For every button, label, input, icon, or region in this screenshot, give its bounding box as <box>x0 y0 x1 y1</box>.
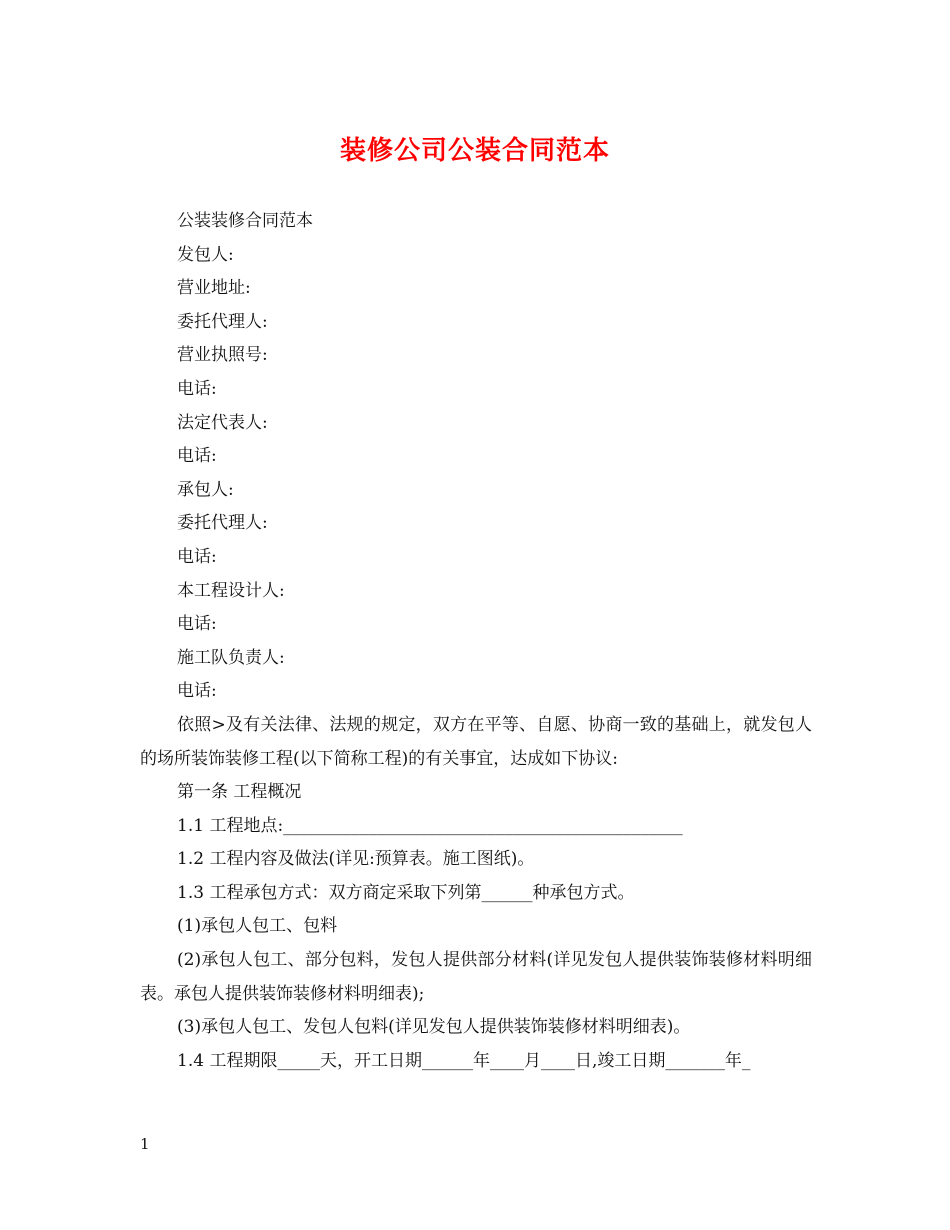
crew-leader-phone-field: 电话: <box>177 681 217 702</box>
article-1-heading: 第一条 工程概况 <box>177 782 302 803</box>
designer-field: 本工程设计人: <box>177 580 285 601</box>
employer-agent-field: 委托代理人: <box>177 311 268 332</box>
item-1-1: 1.1 工程地点:_______________________________________________ <box>177 815 683 836</box>
option-3: (3)承包人包工、发包人包料(详见发包人提供装饰装修材料明细表)。 <box>177 1017 691 1038</box>
designer-phone-field: 电话: <box>177 614 217 635</box>
representative-phone-field: 电话: <box>177 446 217 467</box>
document-body <box>140 205 812 1078</box>
legal-representative-field: 法定代表人: <box>177 412 268 433</box>
document-title: 装修公司公装合同范本 <box>339 136 610 166</box>
business-address-field: 营业地址: <box>177 278 251 299</box>
option-1: (1)承包人包工、包料 <box>177 916 338 937</box>
item-1-2: 1.2 工程内容及做法(详见:预算表。施工图纸)。 <box>177 849 535 870</box>
crew-leader-field: 施工队负责人: <box>177 647 285 668</box>
contractor-agent-field: 委托代理人: <box>177 513 268 534</box>
contractor-field: 承包人: <box>177 479 234 500</box>
option-2: (2)承包人包工、部分包料，发包人提供部分材料(详见发包人提供装饰装修材料明细表。承包人提供装饰装修材料明细表); <box>140 950 812 1004</box>
business-license-field: 营业执照号: <box>177 345 268 366</box>
item-1-4: 1.4 工程期限_____天，开工日期______年____月____日,竣工日期_______年_ <box>177 1050 751 1071</box>
employer-phone-field: 电话: <box>177 378 217 399</box>
employer-field: 发包人: <box>177 244 234 265</box>
agreement-paragraph: 依照>及有关法律、法规的规定，双方在平等、自愿、协商一致的基础上，就发包人的场所装饰装修工程(以下简称工程)的有关事宜，达成如下协议: <box>140 714 812 769</box>
item-1-3: 1.3 工程承包方式：双方商定采取下列第______种承包方式。 <box>177 882 635 903</box>
contractor-phone-field: 电话: <box>177 546 217 567</box>
page-number: 1 <box>140 1135 150 1153</box>
subtitle-line: 公装装修合同范本 <box>177 211 313 231</box>
